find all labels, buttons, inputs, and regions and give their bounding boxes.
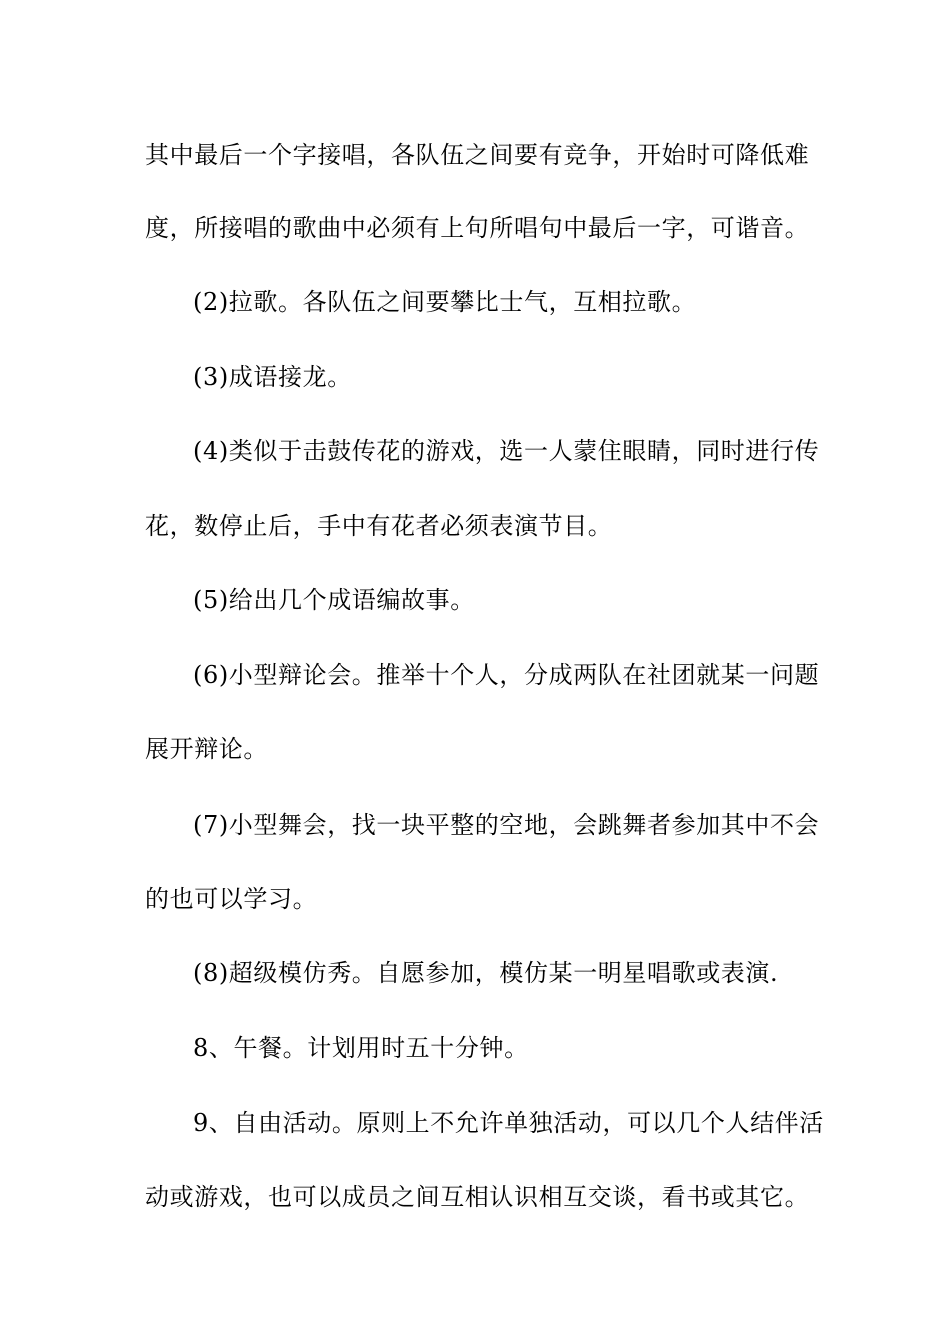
paragraph-line: 展开辩论。 [145,735,268,763]
list-item-4: (4)类似于击鼓传花的游戏，选一人蒙住眼睛，同时进行传 [193,437,820,465]
list-item-6: (6)小型辩论会。推举十个人，分成两队在社团就某一问题 [193,661,820,689]
paragraph-line: 其中最后一个字接唱，各队伍之间要有竞争，开始时可降低难 [145,141,810,169]
step-8-lunch: 8、午餐。计划用时五十分钟。 [193,1034,529,1062]
list-item-5: (5)给出几个成语编故事。 [193,586,475,614]
list-item-2: (2)拉歌。各队伍之间要攀比士气，互相拉歌。 [193,288,697,316]
list-item-3: (3)成语接龙。 [193,363,352,391]
paragraph-line: 的也可以学习。 [145,885,318,913]
paragraph-line: 花，数停止后，手中有花者必须表演节目。 [145,512,613,540]
step-9-free-activity: 9、自由活动。原则上不允许单独活动，可以几个人结伴活 [193,1109,824,1137]
list-item-8: (8)超级模仿秀。自愿参加，模仿某一明星唱歌或表演. [193,959,779,987]
paragraph-line: 度，所接唱的歌曲中必须有上句所唱句中最后一字，可谐音。 [145,214,810,242]
paragraph-line: 动或游戏，也可以成员之间互相认识相互交谈，看书或其它。 [145,1183,810,1211]
list-item-7: (7)小型舞会，找一块平整的空地，会跳舞者参加其中不会 [193,811,820,839]
